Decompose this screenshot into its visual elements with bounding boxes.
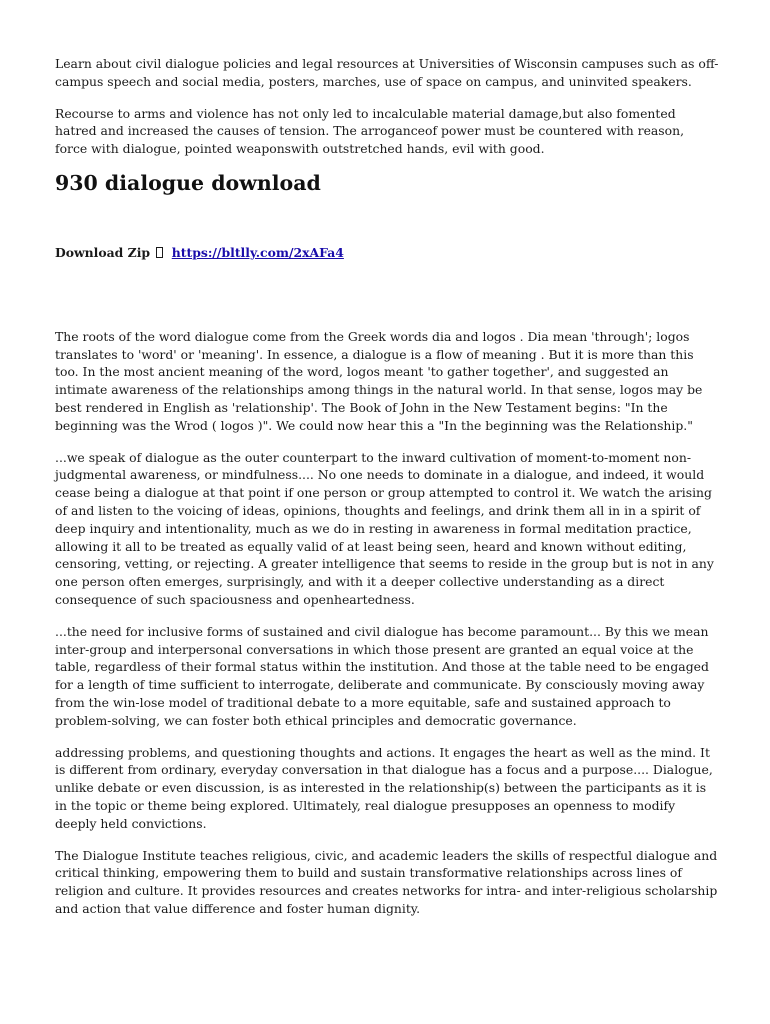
intro-paragraph-2: Recourse to arms and violence has not only led to incalculable material damage,but also fomented hatred and increased the causes of tension. The arroganceof power must be countered with reason, force with dialogue, pointed weaponswith outstretched hands, evil with good.	[55, 105, 685, 157]
body-paragraph-2: ...we speak of dialogue as the outer counterpart to the inward cultivation of moment-to-moment non-judgmental awareness, or mindfulness.... No one needs to dominate in a dialogue, and indeed, it would cease being a dialogue at that point if one person or group attempted to control it. We watch the arising of and listen to the voicing of ideas, opinions, thoughts and feelings, and drink them all in in a spirit of deep inquiry and intentionality, much as we do in resting in awareness in formal meditation practice, allowing it all to be treated as equally valid of at least being seen, heard and known without editing, censoring, vetting, or rejecting. A greater intelligence that seems to reside in the group but is not in any one person often emerges, surprisingly, and with it a deeper collective understanding as a direct consequence of such spaciousness and openheartedness.	[55, 449, 714, 607]
download-link[interactable]: https://bltlly.com/2xAFa4	[171, 244, 344, 260]
body-paragraph-3: ...the need for inclusive forms of sustained and civil dialogue has become paramount... By this we mean inter-group and interpersonal conversations in which those present are granted an equal voice at the table, regardless of their formal status within the institution. And those at the table need to be engaged for a length of time sufficient to interrogate, deliberate and communicate. By consciously moving away from the win-lose model of traditional debate to a more equitable, safe and sustained approach to problem-solving, we can foster both ethical principles and democratic governance.	[55, 623, 709, 728]
intro-paragraph-1: Learn about civil dialogue policies and legal resources at Universities of Wisconsin campuses such as off-campus speech and social media, posters, marches, use of space on campus, and uninvited speakers.	[55, 56, 719, 89]
missing-glyph-icon	[156, 247, 163, 258]
document-page	[55, 55, 720, 918]
download-label: Download Zip	[55, 244, 151, 260]
body-paragraph-5: The Dialogue Institute teaches religious, civic, and academic leaders the skills of respectful dialogue and critical thinking, empowering them to build and sustain transformative relationships across lines of religion and culture. It provides resources and creates networks for intra- and inter-religious scholarship and action that value difference and foster human dignity.	[55, 847, 718, 916]
body-paragraph-1: The roots of the word dialogue come from the Greek words dia and logos . Dia mean 'through'; logos translates to 'word' or 'meaning'. In essence, a dialogue is a flow of meaning . But it is more than this too. In the most ancient meaning of the word, logos meant 'to gather together', and suggested an intimate awareness of the relationships among things in the natural world. In that sense, logos may be best rendered in English as 'relationship'. The Book of John in the New Testament begins: "In the beginning was the Wrod ( logos )". We could now hear this a "In the beginning was the Relationship."	[55, 328, 703, 433]
body-paragraph-4: addressing problems, and questioning thoughts and actions. It engages the heart as well as the mind. It is different from ordinary, everyday conversation in that dialogue has a focus and a purpose.... Dialogue, unlike debate or even discussion, is as interested in the relationship(s) between the participants as it is in the topic or theme being explored. Ultimately, real dialogue presupposes an openness to modify deeply held convictions.	[55, 744, 713, 831]
page-title: 930 dialogue download	[55, 170, 321, 195]
download-line	[55, 244, 720, 262]
